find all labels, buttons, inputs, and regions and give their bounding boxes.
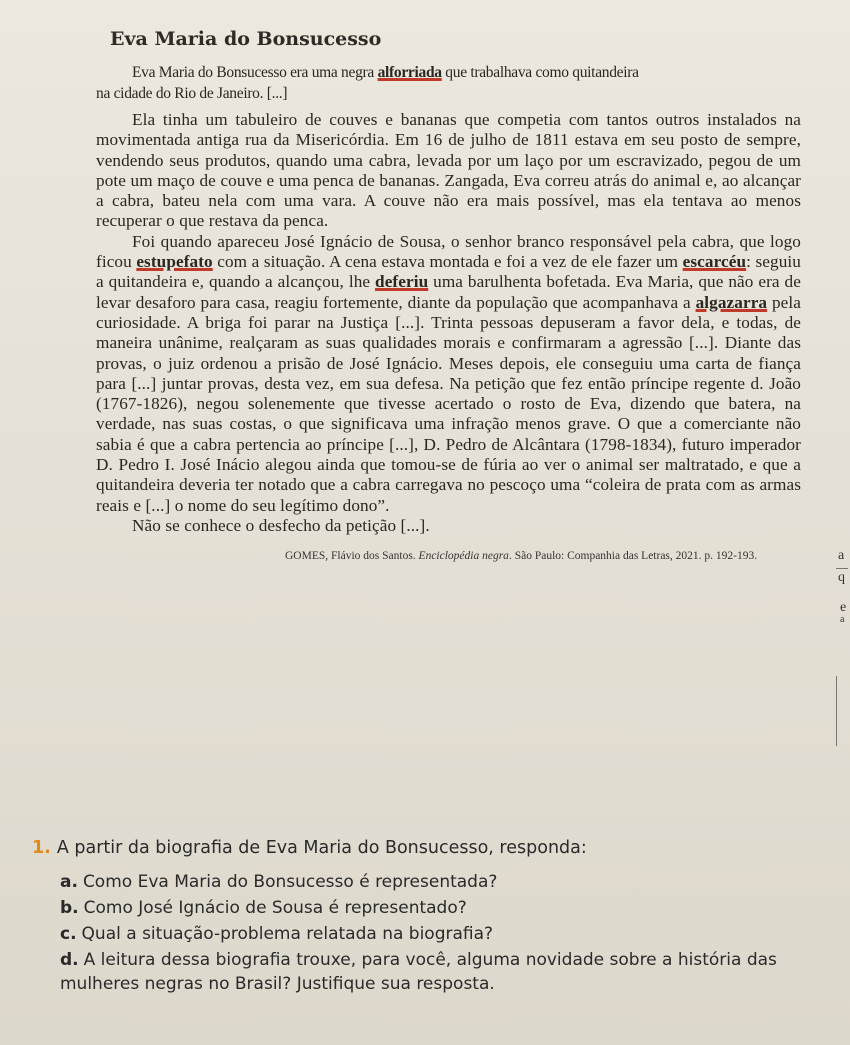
question-1	[32, 838, 832, 858]
sub-question-d	[60, 948, 832, 996]
glossary-word-escarceu: escarcéu	[682, 252, 747, 272]
question-prompt: A partir da biografia de Eva Maria do Bonsucesso, responda:	[56, 838, 587, 858]
p2-text-d: uma barulhenta bofetada. Eva Maria, que não era de levar desaforo para casa, reagiu fortemente, diante da população que acompanhava a	[96, 272, 801, 312]
side-fragment-4: a	[840, 614, 845, 625]
paragraph-2	[96, 232, 801, 516]
citation-details: . São Paulo: Companhia das Letras, 2021. p. 192-193.	[508, 550, 758, 563]
side-margin-line	[836, 676, 837, 746]
sub-question-b	[60, 896, 832, 920]
sub-question-letter: c.	[60, 924, 77, 944]
citation-work-title: Enciclopédia negra	[418, 550, 509, 563]
citation	[285, 550, 801, 562]
sub-question-letter: a.	[60, 872, 78, 892]
intro-text-a: Eva Maria do Bonsucesso era uma negra	[132, 64, 378, 81]
question-block	[32, 838, 832, 998]
p2-text-a: Foi quando apareceu José Ignácio de Sousa, o senhor branco responsável pela cabra, que logo ficou	[96, 231, 801, 272]
sub-question-letter: d.	[60, 950, 79, 970]
sub-question-c	[60, 922, 832, 946]
glossary-word-algazarra: algazarra	[695, 292, 768, 312]
sub-question-a	[60, 870, 832, 894]
side-divider-line	[836, 568, 848, 569]
p2-text-e: pela curiosidade. A briga foi parar na Justiça [...]. Trinta pessoas depuseram a favor dela, e todas, de maneira unânime, realçaram as suas qualidades morais e confirmaram a agressão [...]. Diante das provas, o juiz ordenou a prisão de José Ignácio. Meses depois, ele conseguiu uma carta de fiança para [...] juntar provas, desta vez, em sua defesa. Na petição que fez então príncipe regente d. João (1767-1826), negou solenemente que tivesse acertado o rosto de Eva, dizendo que batera, na verdade, nas suas costas, o que significava uma infração menos grave. O que a comerciante não sabia é que a cabra pertencia ao príncipe [...], D. Pedro de Alcântara (1798-1834), futuro imperador D. Pedro I. José Inácio alegou ainda que tomou-se de fúria ao ver o animal ser maltratado, e que a quitandeira deveria ter notado que a cabra carregava no pescoço uma “coleira de prata com as armas reais e [...] o nome do seu legítimo dono”.	[96, 292, 801, 515]
sub-question-list	[32, 870, 832, 996]
sub-question-text: Como Eva Maria do Bonsucesso é representada?	[82, 872, 498, 892]
question-number: 1.	[32, 838, 51, 858]
sub-question-text: A leitura dessa biografia trouxe, para você, alguma novidade sobre a história das mulheres negras no Brasil? Justifique sua resposta.	[60, 950, 777, 994]
biography-text	[96, 28, 801, 562]
intro-text-b: que trabalhava como quitandeira	[441, 64, 639, 81]
paragraph-1: Ela tinha um tabuleiro de couves e bananas que competia com tantos outros instalados na movimentada antiga rua da Misericórdia. Em 16 de julho de 1811 estava em seu posto de sempre, vendendo seus produtos, quando uma cabra, levada por um laço por um escravizado, pegou de um pote um maço de couve e uma penca de bananas. Zangada, Eva correu atrás do animal e, ao alcançar a cabra, bateu nela com uma vara. A couve não era mais possível, mas ela tentava ao menos recuperar o que restava da penca.	[96, 110, 801, 231]
side-fragment-2: q	[838, 570, 845, 585]
glossary-word-deferiu: deferiu	[375, 272, 429, 292]
paragraph-3: Não se conhece o desfecho da petição [...].	[132, 515, 430, 535]
intro-line-1	[96, 62, 801, 83]
article-title: Eva Maria do Bonsucesso	[110, 28, 382, 50]
glossary-word-alforriada: alforriada	[377, 64, 442, 81]
intro-line-2: na cidade do Rio de Janeiro. [...]	[96, 85, 288, 102]
glossary-word-estupefato: estupefato	[136, 252, 213, 272]
citation-author: GOMES, Flávio dos Santos.	[285, 550, 419, 563]
side-fragment-1: a	[838, 548, 845, 563]
sub-question-text: Como José Ignácio de Sousa é representado?	[83, 898, 467, 918]
sub-question-text: Qual a situação-problema relatada na biografia?	[81, 924, 494, 944]
p2-text-b: com a situação. A cena estava montada e foi a vez de ele fazer um	[212, 252, 683, 272]
p2-text-c: : seguiu a quitandeira e, quando a alcançou, lhe	[96, 252, 801, 292]
side-fragment-3: e	[840, 600, 847, 615]
sub-question-letter: b.	[60, 898, 79, 918]
